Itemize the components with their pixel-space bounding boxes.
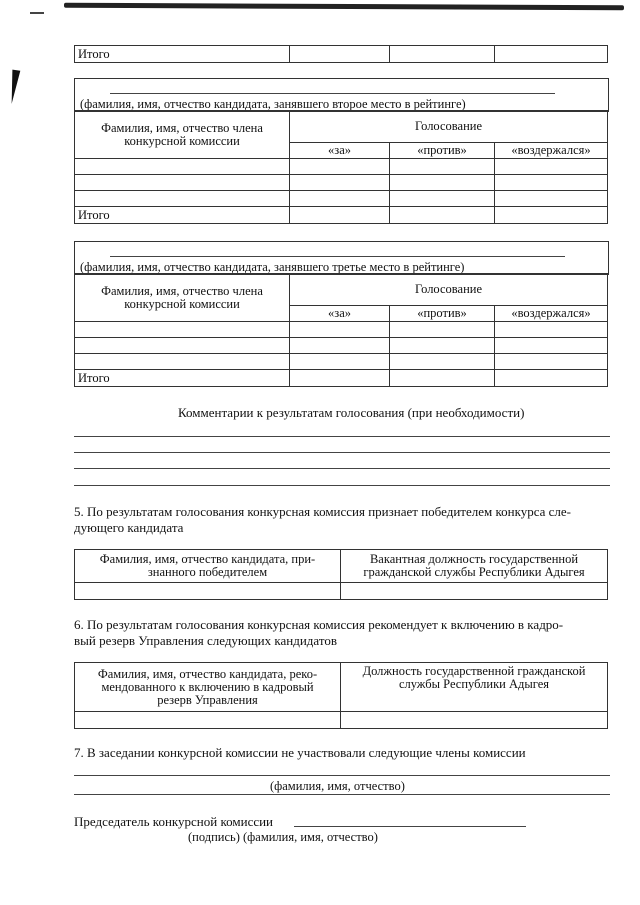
chairman-label: Председатель конкурсной комиссии [74, 814, 274, 829]
col-against-header: «против» [390, 306, 495, 322]
comments-line[interactable] [74, 436, 610, 437]
table-row [75, 354, 608, 370]
reserve-position-header: Должность государственной гражданской службы Республики Адыгея [341, 663, 608, 712]
winner-name-cell[interactable] [75, 583, 341, 600]
chairman-signature-line[interactable] [294, 826, 526, 827]
table-row [75, 159, 608, 175]
table-row [75, 175, 608, 191]
total-label: Итого [75, 46, 290, 63]
candidate2-voting-table [74, 110, 608, 224]
member-header: Фамилия, имя, отчество члена конкурсной комиссии [75, 274, 290, 322]
vote-cell[interactable] [390, 175, 495, 191]
voting-header: Голосование [290, 274, 608, 306]
winner-name-header: Фамилия, имя, отчество кандидата, при- знанного победителем [75, 550, 341, 583]
absent-members-caption: (фамилия, имя, отчество) [270, 779, 405, 793]
vote-cell[interactable] [290, 175, 390, 191]
vote-cell[interactable] [390, 191, 495, 207]
candidate3-voting-table [74, 273, 608, 387]
col-for-header: «за» [290, 306, 390, 322]
col-abstain-header: «воздержался» [495, 306, 608, 322]
vacant-position-cell[interactable] [341, 583, 608, 600]
total-for-cell[interactable] [290, 46, 390, 63]
vote-cell[interactable] [495, 191, 608, 207]
vote-cell[interactable] [290, 354, 390, 370]
vote-cell[interactable] [495, 159, 608, 175]
member-cell[interactable] [75, 354, 290, 370]
absent-members-line[interactable] [74, 775, 610, 776]
member-header: Фамилия, имя, отчество члена конкурсной комиссии [75, 111, 290, 159]
col-against-header: «против» [390, 143, 495, 159]
vote-cell[interactable] [390, 338, 495, 354]
member-cell[interactable] [75, 159, 290, 175]
comments-heading: Комментарии к результатам голосования (при необходимости) [178, 405, 525, 420]
scan-artifact [30, 12, 44, 14]
scan-edge-artifact [64, 3, 624, 10]
vacant-position-header: Вакантная должность государственной гражданской службы Республики Адыгея [341, 550, 608, 583]
vote-cell[interactable] [495, 338, 608, 354]
vote-cell[interactable] [290, 338, 390, 354]
member-cell[interactable] [75, 338, 290, 354]
member-cell[interactable] [75, 175, 290, 191]
total-abstain-cell[interactable] [495, 370, 608, 387]
chairman-caption: (подпись) (фамилия, имя, отчество) [188, 830, 378, 844]
section6-text-line2: вый резерв Управления следующих кандидатов [74, 633, 337, 648]
reserve-name-header: Фамилия, имя, отчество кандидата, реко- мендованного к включению в кадровый резерв Управления [75, 663, 341, 712]
vote-cell[interactable] [495, 354, 608, 370]
total-against-cell[interactable] [390, 207, 495, 224]
candidate2-name-field[interactable] [110, 93, 555, 94]
winner-table [74, 549, 608, 600]
comments-line[interactable] [74, 468, 610, 469]
reserve-name-cell[interactable] [75, 712, 341, 729]
total-against-cell[interactable] [390, 370, 495, 387]
table-1-total-row [74, 45, 608, 63]
section6-text-line1: 6. По результатам голосования конкурсная комиссия рекомендует к включению в кадро- [74, 617, 564, 632]
col-for-header: «за» [290, 143, 390, 159]
voting-header: Голосование [290, 111, 608, 143]
total-abstain-cell[interactable] [495, 46, 608, 63]
total-for-cell[interactable] [290, 370, 390, 387]
vote-cell[interactable] [290, 191, 390, 207]
section5-text-line2: дующего кандидата [74, 520, 184, 535]
comments-line[interactable] [74, 452, 610, 453]
vote-cell[interactable] [290, 322, 390, 338]
vote-cell[interactable] [495, 175, 608, 191]
table-row [75, 712, 608, 729]
reserve-position-cell[interactable] [341, 712, 608, 729]
candidate3-name-field[interactable] [110, 256, 565, 257]
total-for-cell[interactable] [290, 207, 390, 224]
member-cell[interactable] [75, 191, 290, 207]
total-row [75, 207, 608, 224]
margin-mark [8, 70, 21, 105]
member-cell[interactable] [75, 322, 290, 338]
total-row [75, 370, 608, 387]
total-abstain-cell[interactable] [495, 207, 608, 224]
section5-text-line1: 5. По результатам голосования конкурсная комиссия признает победителем конкурса сле- [74, 504, 572, 519]
candidate3-caption: (фамилия, имя, отчество кандидата, занявшего третье место в рейтинге) [80, 260, 465, 274]
section7-text: 7. В заседании конкурсной комиссии не участвовали следующие члены комиссии [74, 745, 526, 760]
table-row [75, 583, 608, 600]
vote-cell[interactable] [390, 159, 495, 175]
comments-line[interactable] [74, 485, 610, 486]
col-abstain-header: «воздержался» [495, 143, 608, 159]
table-row [75, 338, 608, 354]
vote-cell[interactable] [290, 159, 390, 175]
table-row [75, 322, 608, 338]
reserve-table [74, 662, 608, 729]
vote-cell[interactable] [390, 322, 495, 338]
table-row [75, 191, 608, 207]
total-label: Итого [75, 207, 290, 224]
total-label: Итого [75, 370, 290, 387]
candidate2-caption: (фамилия, имя, отчество кандидата, занявшего второе место в рейтинге) [80, 97, 466, 111]
total-against-cell[interactable] [390, 46, 495, 63]
vote-cell[interactable] [390, 354, 495, 370]
vote-cell[interactable] [495, 322, 608, 338]
absent-members-line[interactable] [74, 794, 610, 795]
